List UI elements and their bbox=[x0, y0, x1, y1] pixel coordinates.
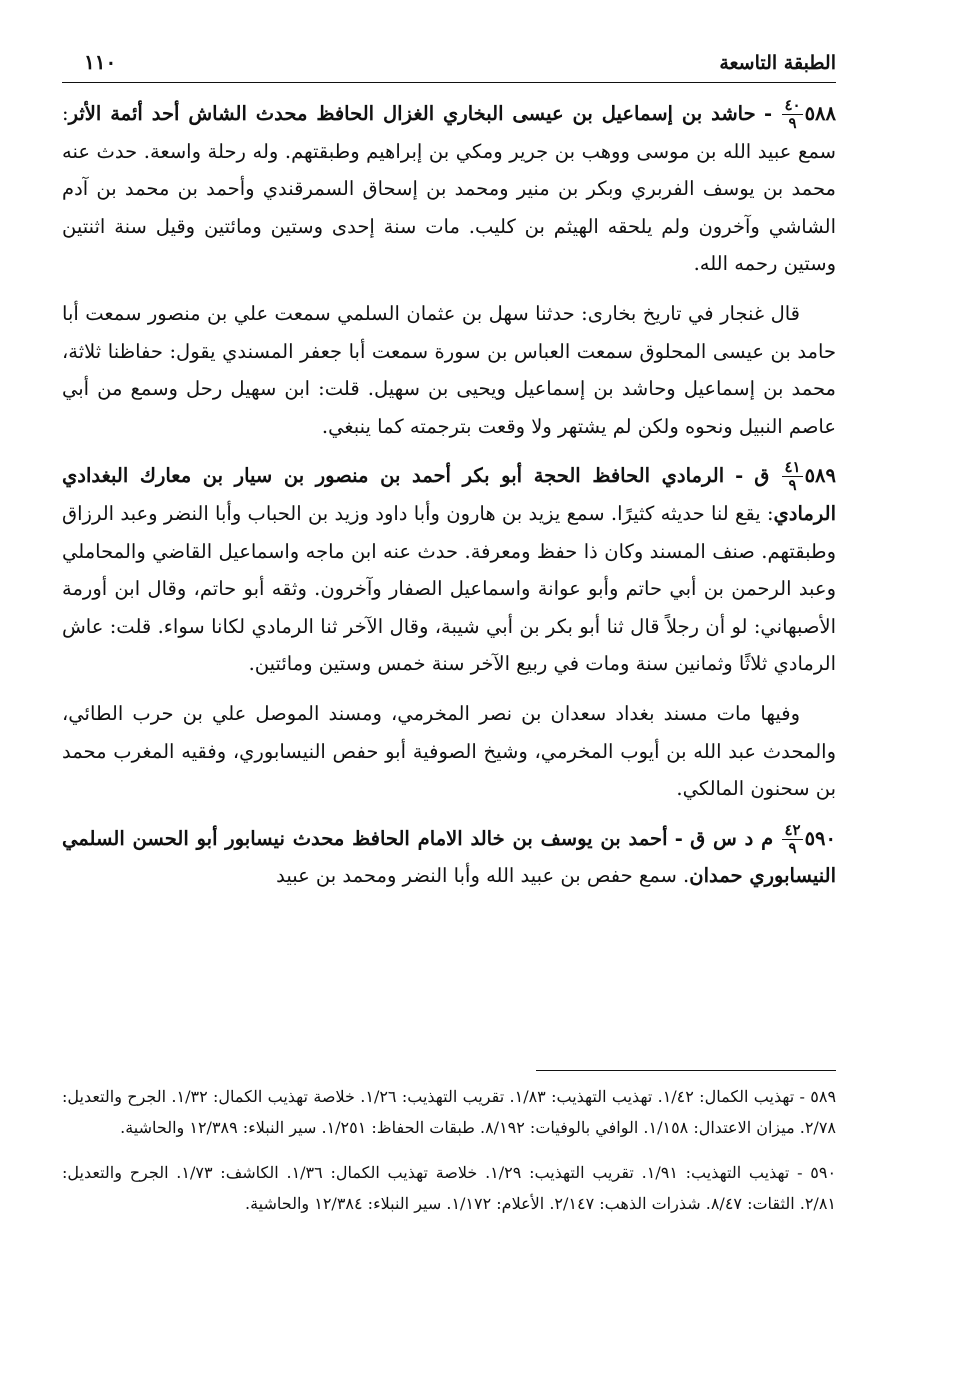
footnote-number: ٥٩٠ bbox=[810, 1163, 837, 1182]
fraction bbox=[782, 460, 802, 493]
entry-588: ٥٨٨ $\frac{٤٠}{٩}$ - حاشد بن إسماعيل بن عيسى البخاري الغزال الحافظ محدث الشاش أحد أئمة الأثر: سمع عبيد الله بن موسى ووهب بن جرير ومكي بن إبراهيم وطبقتهم. وله رحلة واسعة. حدث عنه محمد بن يوسف الفربري وبكر بن منير ومحمد بن إسحاق السمرقندي وأحمد بن محمد بن آدم الشاشي وآخرون ولم يلحقه الهيثم بن كليب. مات سنة إحدى وستين ومائتين وقيل سنة اثنتين وستين رحمه الله. bbox=[62, 96, 836, 276]
entry-text: : سمع عبيد الله بن موسى ووهب بن جرير ومكي بن إبراهيم وطبقتهم. وله رحلة واسعة. حدث عنه محمد بن يوسف الفربري وبكر بن منير ومحمد بن إسحاق السمرقندي وأحمد بن محمد بن آدم الشاشي وآخرون ولم يلحقه الهيثم بن كليب. مات سنة إحدى وستين ومائتين وقيل سنة اثنتين وستين رحمه الله. bbox=[62, 102, 836, 276]
entry-number: ٥٨٨ bbox=[804, 102, 836, 125]
paragraph-589-deaths: وفيها مات مسند بغداد سعدان بن نصر المخرمي، ومسند الموصل علي بن حرب الطائي، والمحدث عبد الله بن أيوب المخرمي، وشيخ الصوفية أبو حفص النيسابوري، وفقيه المغرب محمد بن سحنون المالكي. bbox=[62, 701, 836, 801]
fraction-top: ٤١ bbox=[784, 458, 801, 477]
entry-name: أحمد بن يوسف بن خالد الامام الحافظ محدث نيسابور أبو الحسن السلمي النيسابوري حمدان bbox=[62, 826, 836, 888]
paragraph-588-comment: قال غنجار في تاريخ بخارى: حدثنا سهل بن عثمان السلمي سمعت علي بن منصور سمعت أبا حامد بن عيسى المحلوق سمعت العباس بن سورة سمعت أبا جعفر المسندي يقول: حفاظنا ثلاثة، محمد بن إسماعيل وحاشد بن إسماعيل ويحيى بن سهيل. قلت: ابن سهيل رحل وسمع من أبي عاصم النبيل ونحوه ولكن لم يشتهر ولا وقعت بترجمته كما ينبغي. bbox=[62, 301, 836, 438]
footnote-text: تهذيب التهذيب: ١/٩١. تقريب التهذيب: ١/٢٩. خلاصة تهذيب الكمال: ١/٣٦. الكاشف: ١/٧٣. الجرح والتعديل: ٢/٨١. الثقات: ٨/٤٧. شذرات الذهب: ٢/١٤٧. الأعلام: ١/١٧٢. سير النبلاء: ١٢/٣٨٤ والحاشية. bbox=[62, 1163, 836, 1213]
main-text bbox=[62, 95, 836, 895]
fraction-bottom: ٩ bbox=[788, 476, 797, 495]
footnote-589: ٥٨٩ - تهذيب الكمال: ١/٤٢. تهذيب التهذيب: ١/٨٣. تقريب التهذيب: ١/٢٦. خلاصة تهذيب الكمال: ١/٣٢. الجرح والتعديل: ٢/٧٨. ميزان الاعتدال: ١/١٥٨. الوافي بالوفيات: ٨/١٩٢. طبقات الحفاظ: ١/٢٥١. سير النبلاء: ١٢/٣٨٩ والحاشية. bbox=[62, 1087, 837, 1137]
fraction-bottom: ٩ bbox=[788, 114, 797, 132]
entry-590: ٥٩٠ $\frac{٤٢}{٩}$ م د س ق - أحمد بن يوسف بن خالد الامام الحافظ محدث نيسابور أبو الحسن السلمي النيسابوري حمدان. سمع حفص بن عبيد الله وأبا النضر ومحمد بن عبيد bbox=[62, 820, 836, 888]
fraction-top: ٤٠ bbox=[784, 96, 801, 114]
entry-number: ٥٩٠ bbox=[804, 826, 836, 850]
page-number: ١١٠ bbox=[84, 50, 117, 74]
footnote-number: ٥٨٩ bbox=[810, 1087, 837, 1106]
footnote-divider bbox=[536, 1070, 836, 1071]
running-head bbox=[62, 38, 836, 83]
fraction-top: ٤٢ bbox=[784, 820, 801, 839]
page bbox=[62, 38, 836, 1358]
page-header-title: الطبقة التاسعة bbox=[719, 52, 836, 74]
fraction-bottom: ٩ bbox=[788, 838, 797, 857]
entry-name: الرمادي الحافظ الحجة أبو بكر أحمد بن منصور بن سيار بن معارك البغدادي الرمادي bbox=[62, 464, 836, 525]
entry-589: ٥٨٩ $\frac{٤١}{٩}$ ق - الرمادي الحافظ الحجة أبو بكر أحمد بن منصور بن سيار بن معارك البغدادي الرمادي: يقع لنا حديثه كثيرًا. سمع يزيد بن هارون وأبا داود وزيد بن الحباب وأبا النضر وعبد الرزاق وطبقتهم. صنف المسند وكان ذا حفظ ومعرفة. حدث عنه ابن ماجه واسماعيل القاضي والمحاملي وعبد الرحمن بن أبي حاتم وأبو عوانة واسماعيل الصفار وآخرون. وثقه أبو حاتم، وقال ابن أورمة الأصبهاني: لو أن رجلاً قال ثنا أبو بكر بن أبي شيبة، وقال الآخر ثنا الرمادي لكانا سواء. قلت: عاش الرمادي ثلاثًا وثمانين سنة ومات في ربيع الآخر سنة خمس وستين ومائتين. bbox=[62, 458, 836, 676]
entry-number: ٥٨٩ bbox=[804, 464, 836, 488]
entry-text: : يقع لنا حديثه كثيرًا. سمع يزيد بن هارون وأبا داود وزيد بن الحباب وأبا النضر وعبد الرزاق وطبقتهم. صنف المسند وكان ذا حفظ ومعرفة. حدث عنه ابن ماجه واسماعيل القاضي والمحاملي وعبد الرحمن بن أبي حاتم وأبو عوانة واسماعيل الصفار وآخرون. وثقه أبو حاتم، وقال ابن أورمة الأصبهاني: لو أن رجلاً قال ثنا أبو بكر بن أبي شيبة، وقال الآخر ثنا الرمادي لكانا سواء. قلت: عاش الرمادي ثلاثًا وثمانين سنة ومات في ربيع الآخر سنة خمس وستين ومائتين. bbox=[62, 501, 836, 676]
footnote-590: ٥٩٠ - تهذيب التهذيب: ١/٩١. تقريب التهذيب: ١/٢٩. خلاصة تهذيب الكمال: ١/٣٦. الكاشف: ١/٧٣. الجرح والتعديل: ٢/٨١. الثقات: ٨/٤٧. شذرات الذهب: ٢/١٤٧. الأعلام: ١/١٧٢. سير النبلاء: ١٢/٣٨٤ والحاشية. bbox=[62, 1163, 837, 1213]
fraction bbox=[782, 820, 802, 857]
footnotes bbox=[62, 1070, 836, 1233]
entry-symbols: م د س ق bbox=[690, 826, 774, 850]
entry-text: . سمع حفص بن عبيد الله وأبا النضر ومحمد بن عبيد bbox=[276, 864, 690, 888]
entry-name: حاشد بن إسماعيل بن عيسى البخاري الغزال الحافظ محدث الشاش أحد أئمة الأثر bbox=[68, 102, 756, 125]
footnote-text: تهذيب الكمال: ١/٤٢. تهذيب التهذيب: ١/٨٣. تقريب التهذيب: ١/٢٦. خلاصة تهذيب الكمال: ١/٣٢. الجرح والتعديل: ٢/٧٨. ميزان الاعتدال: ١/١٥٨. الوافي بالوفيات: ٨/١٩٢. طبقات الحفاظ: ١/٢٥١. سير النبلاء: ١٢/٣٨٩ والحاشية. bbox=[62, 1087, 836, 1137]
fraction bbox=[782, 98, 802, 131]
entry-symbols: ق bbox=[754, 464, 770, 488]
